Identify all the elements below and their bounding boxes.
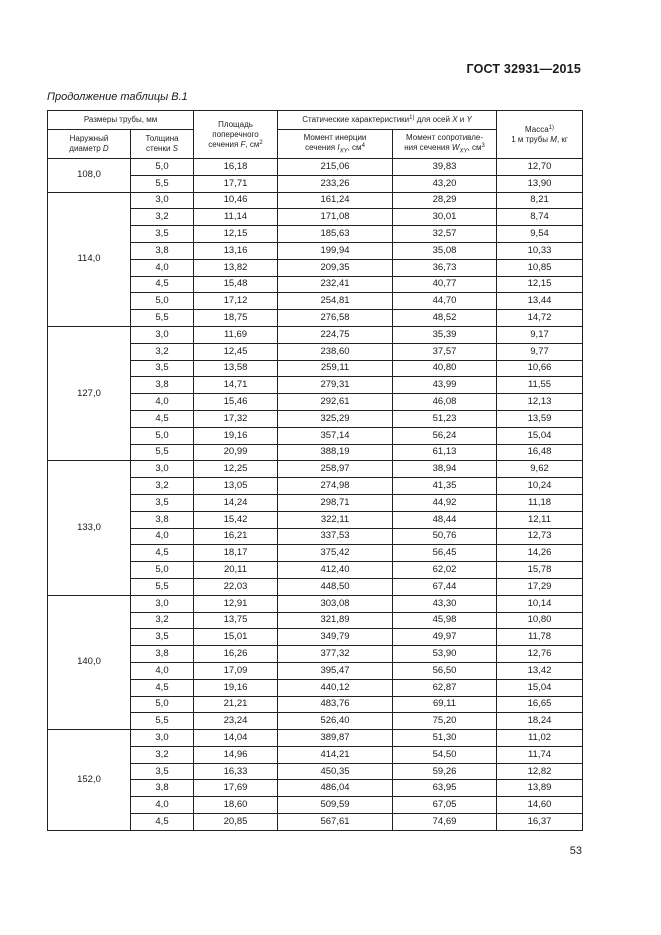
mass-cell: 14,72 xyxy=(497,310,583,327)
area-cell: 14,04 xyxy=(194,730,278,747)
modulus-cell: 43,20 xyxy=(393,175,497,192)
mass-cell: 9,62 xyxy=(497,461,583,478)
mass-cell: 13,90 xyxy=(497,175,583,192)
inertia-cell: 171,08 xyxy=(278,209,393,226)
outer-diameter-cell: 133,0 xyxy=(48,461,131,595)
area-cell: 11,69 xyxy=(194,326,278,343)
wall-thickness-cell: 5,5 xyxy=(131,578,194,595)
area-cell: 21,21 xyxy=(194,696,278,713)
wall-thickness-cell: 3,8 xyxy=(131,511,194,528)
modulus-cell: 59,26 xyxy=(393,763,497,780)
wall-thickness-cell: 3,0 xyxy=(131,730,194,747)
modulus-cell: 75,20 xyxy=(393,713,497,730)
wall-thickness-cell: 3,5 xyxy=(131,763,194,780)
modulus-cell: 37,57 xyxy=(393,343,497,360)
header-pipe-dimensions: Размеры трубы, мм xyxy=(48,111,194,130)
inertia-cell: 412,40 xyxy=(278,562,393,579)
modulus-cell: 36,73 xyxy=(393,259,497,276)
inertia-cell: 389,87 xyxy=(278,730,393,747)
modulus-cell: 69,11 xyxy=(393,696,497,713)
wall-thickness-cell: 4,0 xyxy=(131,259,194,276)
mass-cell: 11,74 xyxy=(497,746,583,763)
pipe-characteristics-table xyxy=(47,110,583,831)
mass-cell: 12,11 xyxy=(497,511,583,528)
modulus-cell: 54,50 xyxy=(393,746,497,763)
modulus-cell: 50,76 xyxy=(393,528,497,545)
modulus-cell: 63,95 xyxy=(393,780,497,797)
wall-thickness-cell: 4,0 xyxy=(131,797,194,814)
header-section-modulus: Момент сопротивле- ния сечения $W_{XY}$, $см^3$ xyxy=(393,130,497,159)
wall-thickness-cell: 3,2 xyxy=(131,612,194,629)
mass-cell: 16,48 xyxy=(497,444,583,461)
inertia-cell: 199,94 xyxy=(278,242,393,259)
wall-thickness-cell: 5,5 xyxy=(131,713,194,730)
mass-cell: 13,59 xyxy=(497,410,583,427)
inertia-cell: 259,11 xyxy=(278,360,393,377)
outer-diameter-cell: 108,0 xyxy=(48,159,131,193)
area-cell: 19,16 xyxy=(194,427,278,444)
modulus-cell: 62,87 xyxy=(393,679,497,696)
modulus-cell: 30,01 xyxy=(393,209,497,226)
inertia-cell: 483,76 xyxy=(278,696,393,713)
area-cell: 13,16 xyxy=(194,242,278,259)
mass-cell: 11,78 xyxy=(497,629,583,646)
mass-cell: 13,44 xyxy=(497,293,583,310)
wall-thickness-cell: 3,8 xyxy=(131,377,194,394)
wall-thickness-cell: 4,0 xyxy=(131,394,194,411)
area-cell: 12,91 xyxy=(194,595,278,612)
modulus-cell: 67,44 xyxy=(393,578,497,595)
wall-thickness-cell: 3,5 xyxy=(131,360,194,377)
modulus-cell: 38,94 xyxy=(393,461,497,478)
mass-cell: 17,29 xyxy=(497,578,583,595)
area-cell: 13,05 xyxy=(194,478,278,495)
wall-thickness-cell: 5,0 xyxy=(131,427,194,444)
modulus-cell: 51,30 xyxy=(393,730,497,747)
area-cell: 12,25 xyxy=(194,461,278,478)
mass-cell: 15,04 xyxy=(497,427,583,444)
area-cell: 17,69 xyxy=(194,780,278,797)
inertia-cell: 321,89 xyxy=(278,612,393,629)
wall-thickness-cell: 4,5 xyxy=(131,679,194,696)
modulus-cell: 39,83 xyxy=(393,159,497,176)
area-cell: 13,75 xyxy=(194,612,278,629)
header-outer-diameter: Наружный диаметр D xyxy=(48,130,131,159)
area-cell: 15,01 xyxy=(194,629,278,646)
mass-cell: 10,33 xyxy=(497,242,583,259)
modulus-cell: 56,50 xyxy=(393,662,497,679)
area-cell: 10,46 xyxy=(194,192,278,209)
wall-thickness-cell: 5,0 xyxy=(131,696,194,713)
mass-cell: 10,24 xyxy=(497,478,583,495)
modulus-cell: 61,13 xyxy=(393,444,497,461)
modulus-cell: 45,98 xyxy=(393,612,497,629)
area-cell: 15,48 xyxy=(194,276,278,293)
wall-thickness-cell: 5,5 xyxy=(131,175,194,192)
inertia-cell: 349,79 xyxy=(278,629,393,646)
mass-cell: 8,21 xyxy=(497,192,583,209)
wall-thickness-cell: 3,5 xyxy=(131,629,194,646)
mass-cell: 8,74 xyxy=(497,209,583,226)
modulus-cell: 44,92 xyxy=(393,494,497,511)
header-mass: Масса$^{1)}$ 1 м трубы M, кг xyxy=(497,111,583,159)
header-cross-section-area: Площадь поперечного сечения F, $см^2$ xyxy=(194,111,278,159)
table-row xyxy=(48,595,583,612)
mass-cell: 10,80 xyxy=(497,612,583,629)
inertia-cell: 232,41 xyxy=(278,276,393,293)
modulus-cell: 48,52 xyxy=(393,310,497,327)
area-cell: 14,71 xyxy=(194,377,278,394)
wall-thickness-cell: 3,0 xyxy=(131,595,194,612)
area-cell: 22,03 xyxy=(194,578,278,595)
mass-cell: 13,89 xyxy=(497,780,583,797)
modulus-cell: 43,99 xyxy=(393,377,497,394)
modulus-cell: 43,30 xyxy=(393,595,497,612)
modulus-cell: 56,24 xyxy=(393,427,497,444)
wall-thickness-cell: 3,2 xyxy=(131,343,194,360)
mass-cell: 14,26 xyxy=(497,545,583,562)
modulus-cell: 35,39 xyxy=(393,326,497,343)
inertia-cell: 357,14 xyxy=(278,427,393,444)
inertia-cell: 274,98 xyxy=(278,478,393,495)
area-cell: 17,12 xyxy=(194,293,278,310)
modulus-cell: 40,77 xyxy=(393,276,497,293)
wall-thickness-cell: 3,0 xyxy=(131,461,194,478)
outer-diameter-cell: 127,0 xyxy=(48,326,131,460)
wall-thickness-cell: 4,5 xyxy=(131,814,194,831)
wall-thickness-cell: 5,0 xyxy=(131,159,194,176)
modulus-cell: 35,08 xyxy=(393,242,497,259)
area-cell: 20,11 xyxy=(194,562,278,579)
inertia-cell: 388,19 xyxy=(278,444,393,461)
wall-thickness-cell: 4,0 xyxy=(131,528,194,545)
area-cell: 16,21 xyxy=(194,528,278,545)
standard-code: ГОСТ 32931—2015 xyxy=(466,62,581,76)
mass-cell: 11,02 xyxy=(497,730,583,747)
modulus-cell: 67,05 xyxy=(393,797,497,814)
area-cell: 19,16 xyxy=(194,679,278,696)
mass-cell: 12,70 xyxy=(497,159,583,176)
mass-cell: 15,78 xyxy=(497,562,583,579)
modulus-cell: 41,35 xyxy=(393,478,497,495)
inertia-cell: 292,61 xyxy=(278,394,393,411)
inertia-cell: 440,12 xyxy=(278,679,393,696)
modulus-cell: 74,69 xyxy=(393,814,497,831)
inertia-cell: 279,31 xyxy=(278,377,393,394)
modulus-cell: 44,70 xyxy=(393,293,497,310)
mass-cell: 14,60 xyxy=(497,797,583,814)
modulus-cell: 49,97 xyxy=(393,629,497,646)
wall-thickness-cell: 3,0 xyxy=(131,326,194,343)
inertia-cell: 377,32 xyxy=(278,646,393,663)
header-wall-thickness: Толщина стенки S xyxy=(131,130,194,159)
area-cell: 15,42 xyxy=(194,511,278,528)
wall-thickness-cell: 3,0 xyxy=(131,192,194,209)
inertia-cell: 254,81 xyxy=(278,293,393,310)
mass-cell: 11,55 xyxy=(497,377,583,394)
table-row xyxy=(48,159,583,176)
mass-cell: 16,65 xyxy=(497,696,583,713)
inertia-cell: 258,97 xyxy=(278,461,393,478)
area-cell: 16,33 xyxy=(194,763,278,780)
header-moment-of-inertia: Момент инерции сечения $I_{XY}$, $см^4$ xyxy=(278,130,393,159)
outer-diameter-cell: 152,0 xyxy=(48,730,131,831)
wall-thickness-cell: 5,5 xyxy=(131,310,194,327)
inertia-cell: 325,29 xyxy=(278,410,393,427)
inertia-cell: 486,04 xyxy=(278,780,393,797)
wall-thickness-cell: 3,8 xyxy=(131,646,194,663)
mass-cell: 11,18 xyxy=(497,494,583,511)
wall-thickness-cell: 3,8 xyxy=(131,242,194,259)
wall-thickness-cell: 4,5 xyxy=(131,545,194,562)
modulus-cell: 28,29 xyxy=(393,192,497,209)
modulus-cell: 46,08 xyxy=(393,394,497,411)
inertia-cell: 215,06 xyxy=(278,159,393,176)
inertia-cell: 298,71 xyxy=(278,494,393,511)
area-cell: 13,82 xyxy=(194,259,278,276)
inertia-cell: 450,35 xyxy=(278,763,393,780)
modulus-cell: 40,80 xyxy=(393,360,497,377)
inertia-cell: 337,53 xyxy=(278,528,393,545)
wall-thickness-cell: 5,0 xyxy=(131,293,194,310)
area-cell: 12,15 xyxy=(194,226,278,243)
area-cell: 14,24 xyxy=(194,494,278,511)
area-cell: 17,71 xyxy=(194,175,278,192)
inertia-cell: 233,26 xyxy=(278,175,393,192)
inertia-cell: 526,40 xyxy=(278,713,393,730)
wall-thickness-cell: 5,5 xyxy=(131,444,194,461)
wall-thickness-cell: 3,5 xyxy=(131,494,194,511)
modulus-cell: 62,02 xyxy=(393,562,497,579)
area-cell: 11,14 xyxy=(194,209,278,226)
area-cell: 18,60 xyxy=(194,797,278,814)
mass-cell: 15,04 xyxy=(497,679,583,696)
wall-thickness-cell: 5,0 xyxy=(131,562,194,579)
mass-cell: 10,14 xyxy=(497,595,583,612)
area-cell: 13,58 xyxy=(194,360,278,377)
wall-thickness-cell: 4,5 xyxy=(131,276,194,293)
page-number: 53 xyxy=(569,845,582,857)
mass-cell: 12,13 xyxy=(497,394,583,411)
header-static-characteristics: Статические характеристики$^{1)}$ для осей X и Y xyxy=(278,111,497,130)
area-cell: 18,75 xyxy=(194,310,278,327)
area-cell: 17,09 xyxy=(194,662,278,679)
inertia-cell: 567,61 xyxy=(278,814,393,831)
inertia-cell: 395,47 xyxy=(278,662,393,679)
table-row xyxy=(48,461,583,478)
inertia-cell: 161,24 xyxy=(278,192,393,209)
wall-thickness-cell: 3,2 xyxy=(131,746,194,763)
inertia-cell: 276,58 xyxy=(278,310,393,327)
mass-cell: 12,15 xyxy=(497,276,583,293)
modulus-cell: 51,23 xyxy=(393,410,497,427)
inertia-cell: 185,63 xyxy=(278,226,393,243)
inertia-cell: 509,59 xyxy=(278,797,393,814)
wall-thickness-cell: 3,2 xyxy=(131,478,194,495)
area-cell: 12,45 xyxy=(194,343,278,360)
mass-cell: 9,54 xyxy=(497,226,583,243)
modulus-cell: 56,45 xyxy=(393,545,497,562)
area-cell: 15,46 xyxy=(194,394,278,411)
inertia-cell: 303,08 xyxy=(278,595,393,612)
area-cell: 16,26 xyxy=(194,646,278,663)
wall-thickness-cell: 4,5 xyxy=(131,410,194,427)
inertia-cell: 375,42 xyxy=(278,545,393,562)
area-cell: 23,24 xyxy=(194,713,278,730)
inertia-cell: 414,21 xyxy=(278,746,393,763)
inertia-cell: 209,35 xyxy=(278,259,393,276)
outer-diameter-cell: 140,0 xyxy=(48,595,131,729)
table-row xyxy=(48,730,583,747)
mass-cell: 13,42 xyxy=(497,662,583,679)
area-cell: 20,99 xyxy=(194,444,278,461)
table-body xyxy=(48,159,583,831)
modulus-cell: 48,44 xyxy=(393,511,497,528)
mass-cell: 10,66 xyxy=(497,360,583,377)
mass-cell: 16,37 xyxy=(497,814,583,831)
wall-thickness-cell: 3,2 xyxy=(131,209,194,226)
table-header xyxy=(48,111,583,159)
mass-cell: 12,73 xyxy=(497,528,583,545)
modulus-cell: 53,90 xyxy=(393,646,497,663)
mass-cell: 9,17 xyxy=(497,326,583,343)
area-cell: 20,85 xyxy=(194,814,278,831)
mass-cell: 12,76 xyxy=(497,646,583,663)
inertia-cell: 448,50 xyxy=(278,578,393,595)
table-caption: Продолжение таблицы В.1 xyxy=(47,91,188,103)
wall-thickness-cell: 3,8 xyxy=(131,780,194,797)
table-row xyxy=(48,326,583,343)
area-cell: 17,32 xyxy=(194,410,278,427)
area-cell: 18,17 xyxy=(194,545,278,562)
mass-cell: 12,82 xyxy=(497,763,583,780)
area-cell: 14,96 xyxy=(194,746,278,763)
table-row xyxy=(48,192,583,209)
mass-cell: 18,24 xyxy=(497,713,583,730)
inertia-cell: 322,11 xyxy=(278,511,393,528)
inertia-cell: 238,60 xyxy=(278,343,393,360)
outer-diameter-cell: 114,0 xyxy=(48,192,131,326)
wall-thickness-cell: 3,5 xyxy=(131,226,194,243)
mass-cell: 10,85 xyxy=(497,259,583,276)
area-cell: 16,18 xyxy=(194,159,278,176)
wall-thickness-cell: 4,0 xyxy=(131,662,194,679)
mass-cell: 9,77 xyxy=(497,343,583,360)
modulus-cell: 32,57 xyxy=(393,226,497,243)
inertia-cell: 224,75 xyxy=(278,326,393,343)
